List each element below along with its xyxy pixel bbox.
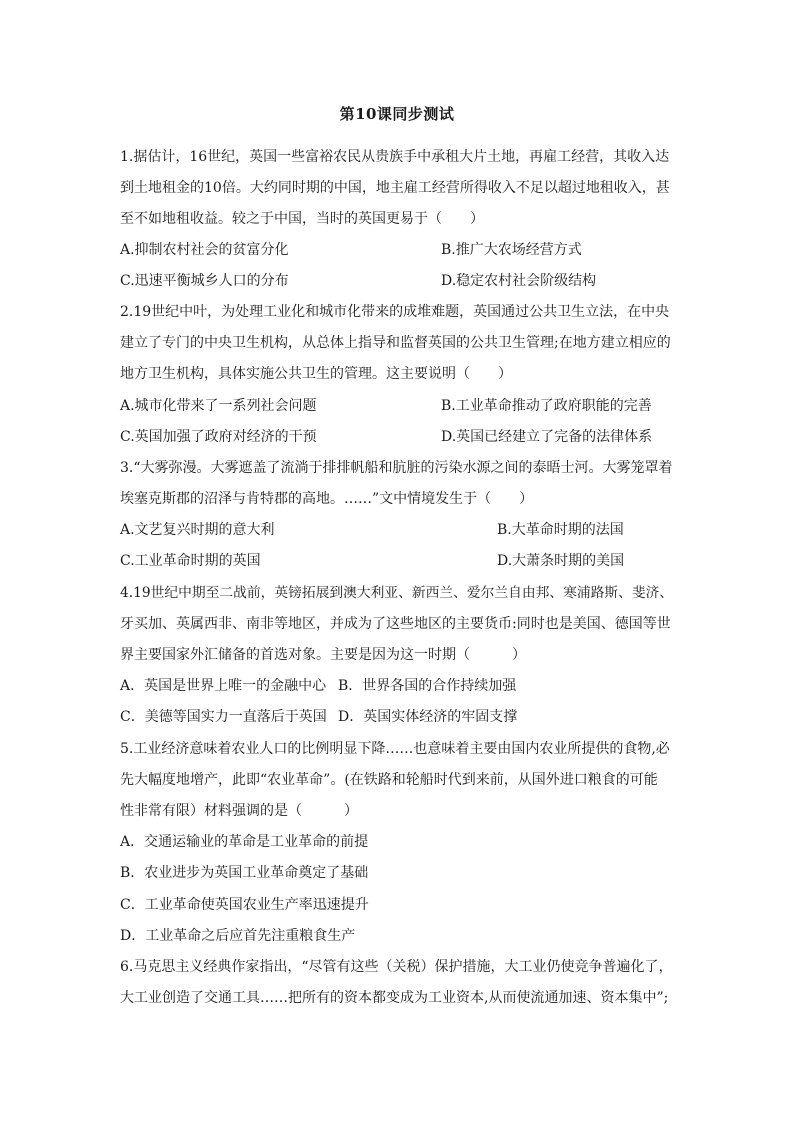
q1-line-2: 到土地租金的10倍。大约同时期的中国，地主雇工经营所得收入不足以超过地租收入，甚: [120, 180, 670, 196]
q3-option-b: B.大革命时期的法国: [497, 522, 624, 538]
q3-option-c: C.工业革命时期的英国: [120, 553, 261, 569]
q1-option-c: C.迅速平衡城乡人口的分布: [120, 273, 289, 289]
q4-option-a: A．英国是世界上唯一的金融中心: [120, 678, 327, 694]
q5-option-d: D．工业革命之后应首先注重粮食生产: [120, 928, 356, 944]
q2-option-d: D.英国已经建立了完备的法律体系: [441, 429, 653, 445]
q5-option-b: B．农业进步为英国工业革命奠定了基础: [120, 865, 369, 881]
q4-option-c: C．美德等国实力一直落后于英国: [120, 709, 327, 725]
q5-line-3: 性非常有限）材料强调的是（ ）: [120, 803, 358, 819]
q4-option-d: D．英国实体经济的牢固支撑: [338, 709, 518, 725]
q3-option-d: D.大萧条时期的美国: [497, 553, 625, 569]
q6-line-2: 大工业创造了交通工具……把所有的资本都变成为工业资本,从而使流通加速、资本集中”;: [120, 990, 669, 1006]
q4-line-3: 界主要国家外汇储备的首选对象。主要是因为这一时期（ ）: [120, 647, 526, 663]
q4-line-1: 4.19世纪中期至二战前，英镑拓展到澳大利亚、新西兰、爱尔兰自由邦、寒浦路斯、斐济、: [120, 585, 674, 601]
q1-option-b: B.推广大农场经营方式: [441, 242, 582, 258]
q3-line-1: 3.“大雾弥漫。大雾遮盖了流淌于排排帆船和肮脏的污染水源之间的泰晤士河。大雾笼罩着: [120, 460, 673, 476]
q2-option-c: C.英国加强了政府对经济的干预: [120, 429, 317, 445]
q2-line-3: 地方卫生机构，具体实施公共卫生的管理。这主要说明（ ）: [120, 366, 512, 382]
q1-line-1: 1.据估计，16世纪，英国一些富裕农民从贵族手中承租大片土地，再雇工经营，其收入达: [120, 149, 670, 165]
q6-line-1: 6.马克思主义经典作家指出，“尽管有这些（关税）保护措施，大工业仍使竞争普遍化了，: [120, 959, 673, 975]
q5-line-1: 5.工业经济意味着农业人口的比例明显下降……也意味着主要由国内农业所提供的食物,必: [120, 741, 670, 757]
q1-option-d: D.稳定农村社会阶级结构: [441, 273, 597, 289]
page-title: 第10课同步测试: [339, 105, 455, 123]
q5-option-a: A．交通运输业的革命是工业革命的前提: [120, 834, 369, 850]
q3-option-a: A.文艺复兴时期的意大利: [120, 522, 275, 538]
q5-option-c: C．工业革命使英国农业生产率迅速提升: [120, 897, 369, 913]
q2-option-a: A.城市化带来了一系列社会问题: [120, 398, 317, 414]
q2-option-b: B.工业革命推动了政府职能的完善: [441, 398, 652, 414]
q5-line-2: 先大幅度地增产，此即“农业革命”。(在铁路和轮船时代到来前，从国外进口粮食的可能: [120, 772, 658, 788]
q4-line-2: 牙买加、英属西非、南非等地区，并成为了这些地区的主要货币:同时也是美国、德国等世: [120, 616, 671, 632]
q2-line-2: 建立了专门的中央卫生机构，从总体上指导和监督英国的公共卫生管理;在地方建立相应的: [120, 335, 671, 351]
q1-option-a: A.抑制农村社会的贫富分化: [120, 242, 289, 258]
q3-line-2: 埃塞克斯郡的沼泽与肯特郡的高地。……”文中情境发生于（ ）: [120, 491, 534, 507]
q4-option-b: B．世界各国的合作持续加强: [338, 678, 517, 694]
q1-line-3: 至不如地租收益。较之于中国，当时的英国更易于（ ）: [120, 211, 484, 227]
q2-line-1: 2.19世纪中叶，为处理工业化和城市化带来的成堆难题，英国通过公共卫生立法，在中央: [120, 304, 670, 320]
